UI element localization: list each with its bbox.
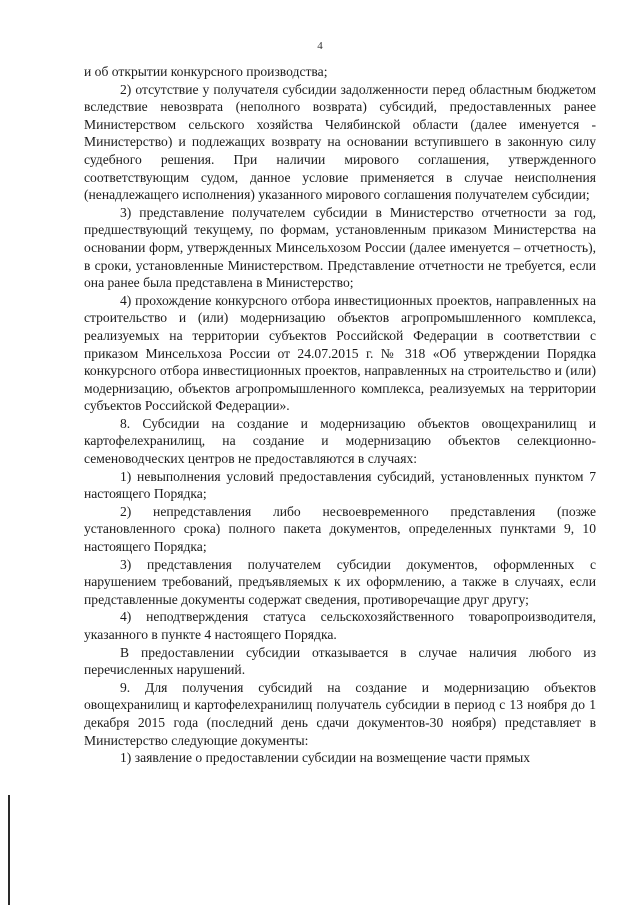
paragraph-item-2-debt: 2) отсутствие у получателя субсидии задолженности перед областным бюджетом вследствие невозврата (неполного возврата) субсидий, предоставленных ранее Министерством сельского хозяйства Челябинской области (далее именуется - Министерство) и подлежащих возврату на основании вступившего в законную силу судебного решения. При наличии мирового соглашения, утвержденного соответствующим судом, данное условие применяется в случае неисполнения (ненадлежащего исполнения) указанного мирового соглашения получателем субсидии; [84, 81, 596, 203]
paragraph-section-8: 8. Субсидии на создание и модернизацию объектов овощехранилищ и картофелехранилищ, на создание и модернизацию объектов селекционно-семеноводческих центров не предоставляются в случаях: [84, 415, 596, 467]
paragraph-refusal-4: 4) неподтверждения статуса сельскохозяйственного товаропроизводителя, указанного в пункте 4 настоящего Порядка. [84, 609, 596, 642]
scan-edge-line [8, 795, 10, 905]
paragraph-refusal-2: 2) непредставления либо несвоевременного представления (позже установленного срока) полного пакета документов, определенных пунктами 9, 10 настоящего Порядка; [84, 503, 596, 555]
paragraph-documents-1: 1) заявление о предоставлении субсидии на возмещение части прямых [120, 750, 531, 766]
paragraph-section-9: 9. Для получения субсидий на создание и модернизацию объектов овощехранилищ и картофелехранилищ получатель субсидии в период с 13 ноября до 1 декабря 2015 года (последний день сдачи документов-30 ноября) представляет в Министерство следующие документы: [84, 679, 596, 748]
page-number: 4 [317, 40, 323, 52]
paragraph-refusal-3: 3) представления получателем субсидии документов, оформленных с нарушением требований, предъявляемых к их оформлению, а также в случаях, если представленные документы содержат сведения, противоречащие друг другу; [84, 556, 596, 607]
document-body [84, 63, 596, 767]
paragraph-item-4-selection: 4) прохождение конкурсного отбора инвестиционных проектов, направленных на строительство и (или) модернизацию объектов агропромышленного комплекса, реализуемых на территории субъектов Российской Федерации в соответствии с приказом Минсельхоза России от 24.07.2015 г. № 318 «Об утверждении Порядка конкурсного отбора инвестиционных проектов, направленных на строительство и (или) модернизацию, объектов агропромышленного комплекса, реализуемых на территории субъектов Российской Федерации». [84, 292, 596, 414]
paragraph-refusal-note: В предоставлении субсидии отказывается в случае наличия любого из перечисленных нарушений. [84, 644, 596, 678]
paragraph-item-3-reporting: 3) представление получателем субсидии в Министерство отчетности за год, предшествующий текущему, по формам, установленным приказом Министерства на основании форм, утвержденных Минсельхозом России (далее именуется – отчетность), в сроки, установленные Министерством. Представление отчетности не требуется, если она ранее была представлена в Министерство; [84, 204, 596, 291]
paragraph-continuation: и об открытии конкурсного производства; [84, 64, 328, 79]
paragraph-refusal-1: 1) невыполнения условий предоставления субсидий, установленных пунктом 7 настоящего Порядка; [84, 468, 596, 502]
